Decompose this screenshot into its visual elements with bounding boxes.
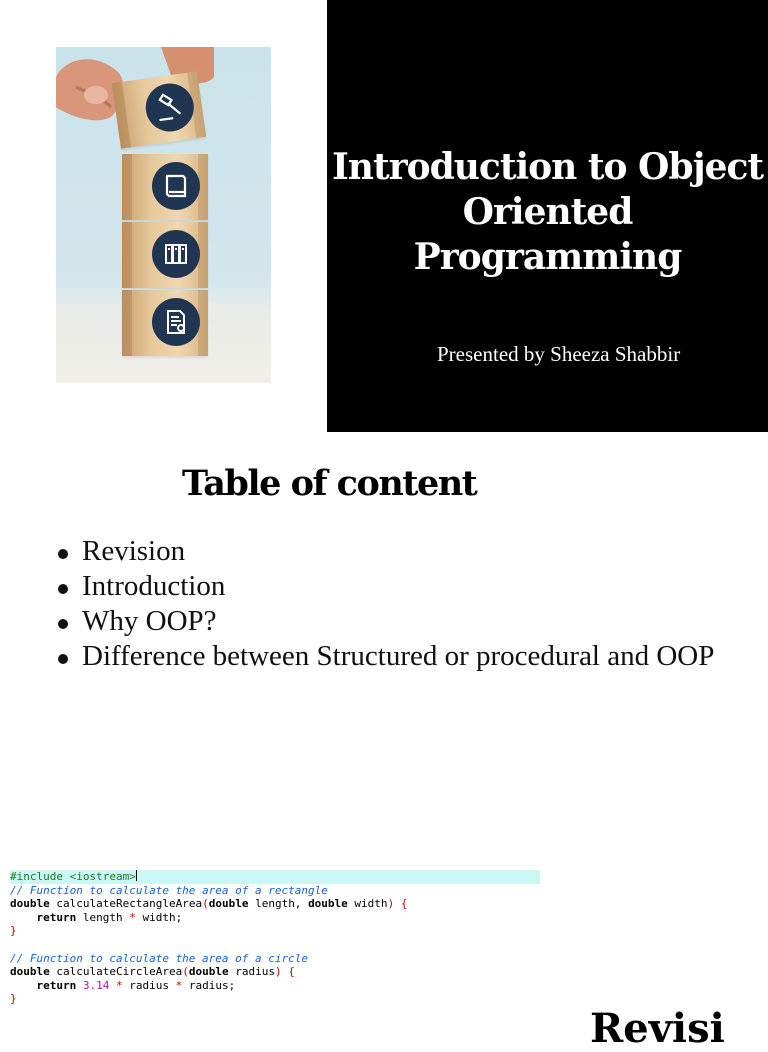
gavel-icon bbox=[143, 80, 197, 134]
code-line: double calculateCircleArea(double radius) { bbox=[10, 965, 295, 979]
code-line: return 3.14 * radius * radius; bbox=[36, 978, 236, 992]
code-line: // Function to calculate the area of a rectangle bbox=[10, 883, 328, 897]
title-line: Programming bbox=[413, 236, 682, 278]
folders-icon bbox=[152, 230, 200, 278]
wooden-block bbox=[122, 154, 208, 220]
title-line: Oriented bbox=[462, 191, 633, 233]
title-panel bbox=[327, 0, 768, 432]
slide-title bbox=[327, 145, 768, 280]
code-snippet bbox=[10, 870, 540, 1006]
code-line: } bbox=[10, 924, 17, 938]
wooden-block bbox=[112, 71, 206, 148]
code-line: // Function to calculate the area of a circle bbox=[10, 951, 309, 965]
code-line: return length * width; bbox=[36, 910, 183, 924]
wooden-block bbox=[122, 222, 208, 288]
toc-item: Why OOP? bbox=[58, 604, 740, 639]
wooden-blocks-photo bbox=[56, 47, 271, 383]
title-line: Introduction to Object bbox=[331, 146, 764, 188]
code-line bbox=[10, 938, 540, 952]
wooden-block bbox=[122, 290, 208, 356]
code-line: } bbox=[10, 992, 17, 1006]
certificate-icon bbox=[152, 298, 200, 346]
text-cursor bbox=[136, 870, 137, 881]
code-line: double calculateRectangleArea(double length, double width) { bbox=[10, 897, 408, 911]
toc-item: Introduction bbox=[58, 569, 740, 604]
toc-item: Revision bbox=[58, 534, 740, 569]
book-icon bbox=[152, 162, 200, 210]
toc-heading: Table of content bbox=[182, 463, 477, 504]
presenter-credit: Presented by Sheeza Shabbir bbox=[437, 342, 681, 366]
toc-item: Difference between Structured or procedural and OOP bbox=[58, 639, 740, 674]
next-slide-heading: Revisi bbox=[590, 1005, 725, 1052]
title-slide bbox=[0, 0, 768, 432]
code-line: #include <iostream> bbox=[10, 870, 540, 884]
toc-list bbox=[58, 534, 740, 674]
